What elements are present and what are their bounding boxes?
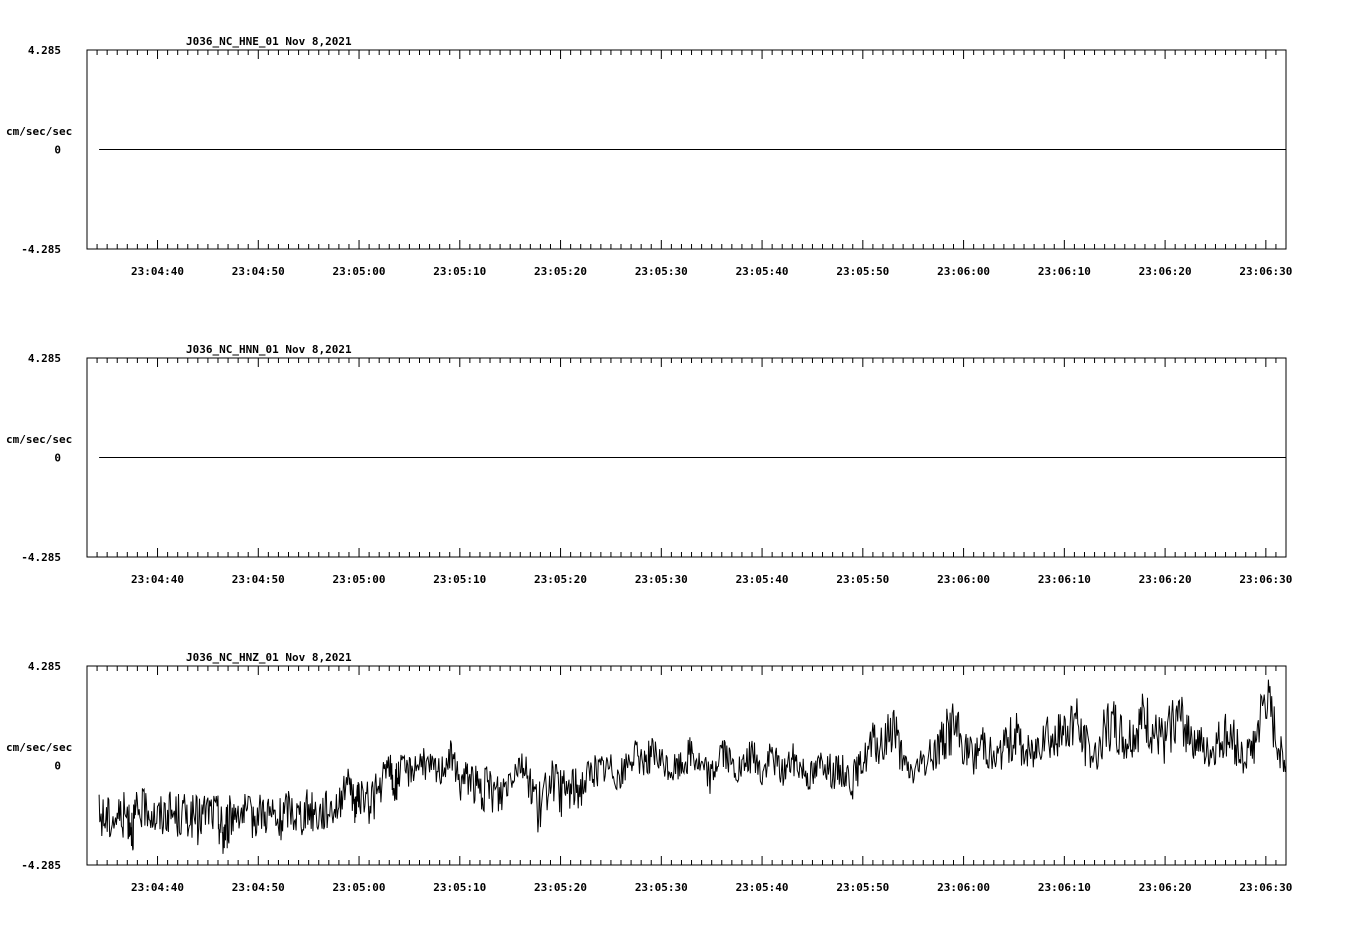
x-tick-label: 23:05:10 (433, 881, 487, 894)
x-tick-label: 23:05:50 (836, 573, 890, 586)
x-tick-label: 23:05:20 (534, 265, 588, 278)
x-tick-label: 23:05:30 (634, 265, 688, 278)
x-tick-label: 23:05:40 (735, 265, 789, 278)
x-tick-label: 23:05:50 (836, 881, 890, 894)
x-tick-label: 23:06:10 (1037, 265, 1091, 278)
x-tick-label: 23:04:40 (131, 265, 185, 278)
y-axis-label: cm/sec/sec (6, 741, 73, 754)
x-tick-label: 23:04:50 (231, 573, 285, 586)
chart-title: J036_NC_HNE_01 Nov 8,2021 (186, 35, 352, 48)
y-tick-label-max: 4.285 (27, 44, 61, 57)
x-tick-label: 23:06:00 (937, 881, 991, 894)
x-tick-label: 23:04:50 (231, 265, 285, 278)
x-tick-label: 23:05:40 (735, 573, 789, 586)
y-tick-label-zero: 0 (54, 759, 61, 773)
x-tick-label: 23:06:20 (1138, 881, 1192, 894)
x-tick-label: 23:06:30 (1239, 265, 1293, 278)
x-tick-label: 23:04:40 (131, 881, 185, 894)
x-tick-label: 23:05:20 (534, 573, 588, 586)
x-tick-label: 23:06:20 (1138, 573, 1192, 586)
x-tick-label: 23:05:10 (433, 265, 487, 278)
y-tick-label-zero: 0 (54, 143, 61, 157)
chart-title: J036_NC_HNN_01 Nov 8,2021 (186, 343, 352, 356)
x-tick-label: 23:04:40 (131, 573, 185, 586)
y-tick-label-min: -4.285 (21, 859, 61, 872)
x-tick-label: 23:06:20 (1138, 265, 1192, 278)
chart-panel-1 (6, 35, 1292, 278)
x-tick-label: 23:04:50 (231, 881, 285, 894)
x-tick-label: 23:05:00 (332, 573, 386, 586)
x-tick-label: 23:05:00 (332, 881, 386, 894)
chart-panel-3 (6, 651, 1292, 894)
x-tick-label: 23:06:30 (1239, 881, 1293, 894)
data-trace (99, 680, 1286, 854)
y-tick-label-min: -4.285 (21, 551, 61, 564)
chart-title: J036_NC_HNZ_01 Nov 8,2021 (186, 651, 352, 664)
x-tick-label: 23:05:20 (534, 881, 588, 894)
y-tick-label-max: 4.285 (27, 352, 61, 365)
chart-panel-2 (6, 343, 1292, 586)
x-tick-label: 23:06:00 (937, 265, 991, 278)
x-tick-label: 23:05:30 (634, 573, 688, 586)
y-axis-label: cm/sec/sec (6, 433, 73, 446)
y-axis-label: cm/sec/sec (6, 125, 73, 138)
x-tick-label: 23:06:00 (937, 573, 991, 586)
x-tick-label: 23:05:50 (836, 265, 890, 278)
y-tick-label-max: 4.285 (27, 660, 61, 673)
y-tick-label-min: -4.285 (21, 243, 61, 256)
y-tick-label-zero: 0 (54, 451, 61, 465)
x-tick-label: 23:05:40 (735, 881, 789, 894)
x-tick-label: 23:05:10 (433, 573, 487, 586)
plot-frame (87, 666, 1286, 865)
x-tick-label: 23:05:30 (634, 881, 688, 894)
x-tick-label: 23:06:10 (1037, 881, 1091, 894)
x-tick-label: 23:06:10 (1037, 573, 1091, 586)
x-tick-label: 23:05:00 (332, 265, 386, 278)
x-tick-label: 23:06:30 (1239, 573, 1293, 586)
